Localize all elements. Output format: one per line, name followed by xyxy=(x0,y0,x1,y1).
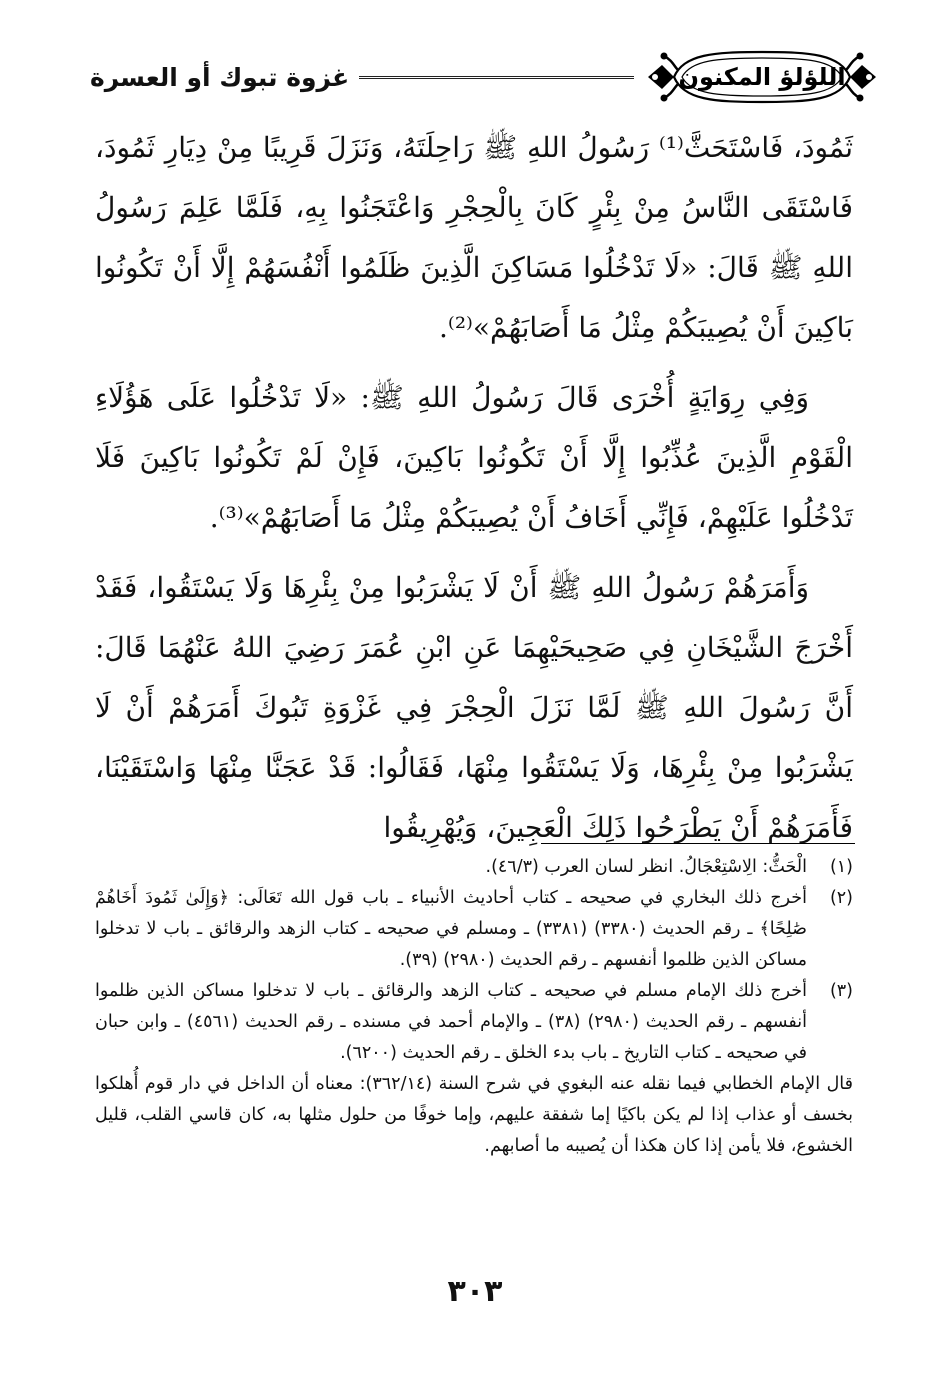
footnotes xyxy=(95,852,853,1162)
book-title-ornament xyxy=(644,46,880,108)
footnote-item xyxy=(95,976,853,1069)
footnote-commentary: قال الإمام الخطابي فيما نقله عنه البغوي في شرح السنة (٣٦٢/١٤): معناه أن الداخل في دار قوم أُهلكوا بخسف أو عذاب إذا لم يكن باكيًا إما شفقة عليهم، وإما خوفًا من حلول مثلها به، كان قاسي القلب، قليل الخشوع، فلا يأمن إذا كان هكذا أن يُصيبه ما أصابهم. xyxy=(95,1074,853,1156)
paragraph-1: ثَمُودَ، فَاسْتَحَثَّ⁽¹⁾ رَسُولُ اللهِ ﷺ رَاحِلَتَهُ، وَنَزَلَ قَرِيبًا مِنْ دِيَارِ ثَمُودَ، فَاسْتَقَى النَّاسُ مِنْ بِئْرٍ كَانَ بِالْحِجْرِ وَاعْتَجَنُوا بِهِ، فَلَمَّا عَلِمَ رَسُولُ اللهِ ﷺ قَالَ: «لَا تَدْخُلُوا مَسَاكِنَ الَّذِينَ ظَلَمُوا أَنْفُسَهُمْ إِلَّا أَنْ تَكُونُوا بَاكِينَ أَنْ يُصِيبَكُمْ مِثْلُ مَا أَصَابَهُمْ»⁽²⁾. xyxy=(95,131,854,344)
book-title: اللؤلؤ المكنون xyxy=(678,63,846,91)
footnote-item xyxy=(95,883,853,976)
running-header xyxy=(90,44,880,110)
paragraph-2: وَفِي رِوَايَةٍ أُخْرَى قَالَ رَسُولُ اللهِ ﷺ: «لَا تَدْخُلُوا عَلَى هَؤُلَاءِ الْقَوْمِ الَّذِينَ عُذِّبُوا إِلَّا أَنْ تَكُونُوا بَاكِينَ، فَإِنْ لَمْ تَكُونُوا بَاكِينَ فَلَا تَدْخُلُوا عَلَيْهِمْ، فَإِنِّي أَخَافُ أَنْ يُصِيبَكُمْ مِثْلُ مَا أَصَابَهُمْ»⁽³⁾. xyxy=(95,381,853,534)
footnote-number: (٣) xyxy=(829,981,853,1001)
footnote-text: أخرج ذلك الإمام مسلم في صحيحه ـ كتاب الزهد والرقائق ـ باب لا تدخلوا مساكن الذين ظلموا أنفسهم ـ رقم الحديث (٢٩٨٠) (٣٨) ـ والإمام أحمد في مسنده ـ رقم الحديث (٤٥٦١) ـ وابن حبان في صحيحه ـ كتاب التاريخ ـ باب بدء الخلق ـ رقم الحديث (٦٢٠٠). xyxy=(95,981,807,1063)
page-number: ٣٠٣ xyxy=(447,1274,503,1309)
footnote-number: (١) xyxy=(829,857,853,877)
paragraph-3: وَأَمَرَهُمْ رَسُولُ اللهِ ﷺ أَنْ لَا يَشْرَبُوا مِنْ بِئْرِهَا وَلَا يَسْتَقُوا، فَقَدْ أَخْرَجَ الشَّيْخَانِ فِي صَحِيحَيْهِمَا عَنِ ابْنِ عُمَرَ رَضِيَ اللهُ عَنْهُمَا قَالَ: أَنَّ رَسُولَ اللهِ ﷺ لَمَّا نَزَلَ الْحِجْرَ فِي غَزْوَةِ تَبُوكَ أَمَرَهُمْ أَنْ لَا يَشْرَبُوا مِنْ بِئْرِهَا، وَلَا يَسْتَقُوا مِنْهَا، فَقَالُوا: قَدْ عَجَنَّا مِنْهَا وَاسْتَقَيْنَا، فَأَمَرَهُمْ أَنْ يَطْرَحُوا ذَلِكَ الْعَجِينَ، وَيُهْرِيقُوا xyxy=(95,571,853,844)
main-text xyxy=(95,118,853,868)
footnote-item xyxy=(95,852,853,883)
footnote-number: (٢) xyxy=(829,888,853,908)
header-divider xyxy=(359,76,634,79)
footnote-text: أخرج ذلك البخاري في صحيحه ـ كتاب أحاديث الأنبياء ـ باب قول الله تَعَالَى: ﴿وَإِلَىٰ ثَمُودَ أَخَاهُمْ صَٰلِحًا﴾ ـ رقم الحديث (٣٣٨٠) (٣٣٨١) ـ ومسلم في صحيحه ـ كتاب الزهد والرقائق ـ باب لا تدخلوا مساكن الذين ظلموا أنفسهم ـ رقم الحديث (٢٩٨٠) (٣٩). xyxy=(95,888,808,970)
footnote-text: الْحَثُّ: الِاسْتِعْجَالُ. انظر لسان العرب (٤٦/٣). xyxy=(485,857,807,877)
footnote-divider xyxy=(541,843,855,844)
section-title: غزوة تبوك أو العسرة xyxy=(90,62,350,92)
